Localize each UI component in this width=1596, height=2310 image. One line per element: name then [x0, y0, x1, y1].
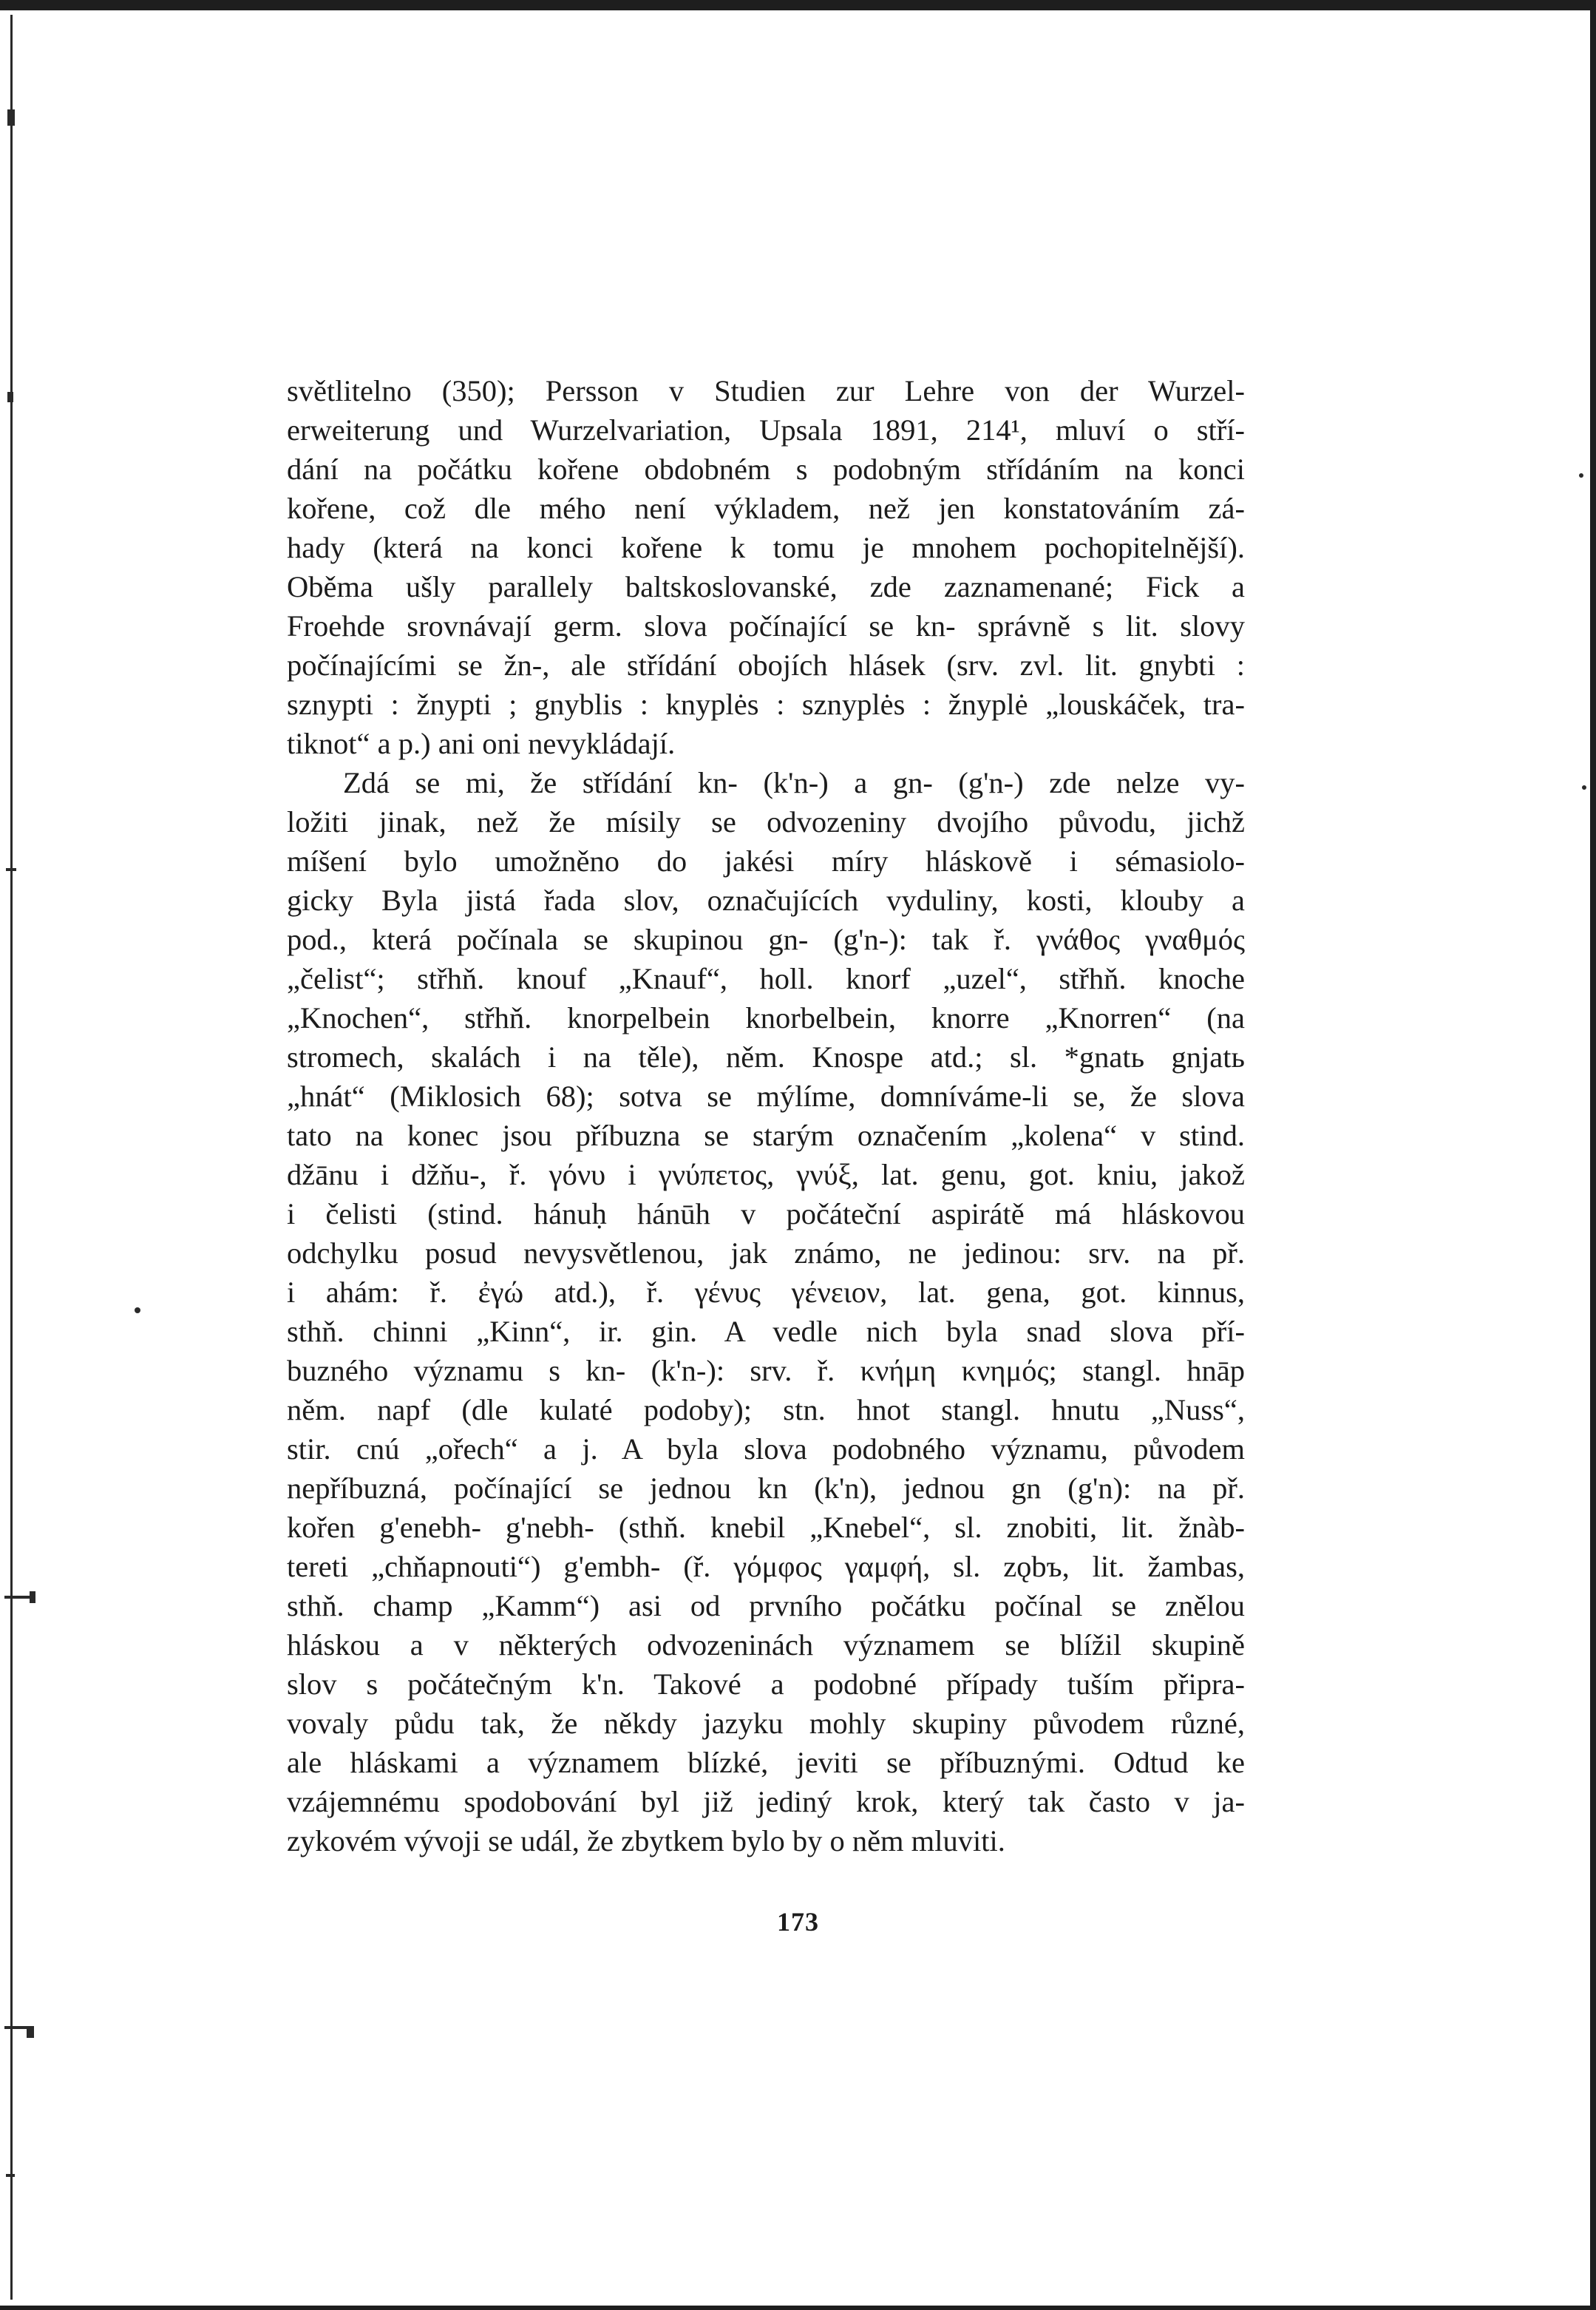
scan-artifact-mark — [27, 2026, 34, 2038]
scan-artifact-mark — [6, 2174, 15, 2177]
text-line: odchylku posud nevysvětlenou, jak známo, ne jedinou: srv. na př. — [287, 1236, 1245, 1270]
text-line: míšení bylo umožněno do jakési míry hláskově i sémasiolo- — [287, 844, 1245, 878]
paragraph — [287, 763, 1245, 1860]
text-line: ale hláskami a významem blízké, jeviti se příbuznými. Odtud ke — [287, 1746, 1245, 1779]
text-line: „Knochen“, střhň. knorpelbein knorbelbein, knorre „Knorren“ (na — [287, 1001, 1245, 1034]
text-line: vovaly půdu tak, že někdy jazyku mohly skupiny původem různé, — [287, 1707, 1245, 1740]
scan-artifact-mark — [7, 109, 15, 126]
text-line: něm. napf (dle kulaté podoby); stn. hnot stangl. hnutu „Nuss“, — [287, 1393, 1245, 1426]
text-line: tiknot“ a p.) ani oni nevykládají. — [287, 727, 676, 760]
scan-artifact-mark — [30, 1591, 35, 1603]
text-line: stromech, skalách i na těle), něm. Knospe atd.; sl. *gnatь gnjatь — [287, 1040, 1245, 1074]
scan-dust-dot — [1582, 785, 1586, 790]
text-line: tereti „chňapnouti“) g'embh- (ř. γόμφος γαμφή, sl. zǫbъ, lit. žambas, — [287, 1550, 1245, 1583]
text-line: kořen g'enebh- g'nebh- (sthň. knebil „Knebel“, sl. znobiti, lit. žnàb- — [287, 1511, 1245, 1544]
text-line: sthň. champ „Kamm“) asi od prvního počátku počínal se znělou — [287, 1589, 1245, 1622]
text-line: buzného významu s kn- (k'n-): srv. ř. κνήμη κνημός; stangl. hnāp — [287, 1354, 1245, 1387]
text-line: sznypti : žnypti ; gnyblis : knyplės : sznyplės : žnyplė „louskáček, tra- — [287, 688, 1245, 721]
text-line: Oběma ušly parallely baltskoslovanské, zde zaznamenané; Fick a — [287, 570, 1245, 603]
scan-artifact-mark — [6, 868, 16, 871]
scan-border-top — [0, 0, 1596, 10]
text-line: „čelist“; střhň. knouf „Knauf“, holl. knorf „uzel“, střhň. knoche — [287, 962, 1245, 995]
text-line: gicky Byla jistá řada slov, označujících vyduliny, kosti, klouby a — [287, 884, 1245, 917]
text-line: erweiterung und Wurzelvariation, Upsala 1891, 214¹, mluví o stří- — [287, 413, 1245, 447]
text-line: vzájemnému spodobování byl již jediný krok, který tak často v ja- — [287, 1785, 1245, 1818]
scan-dust-dot — [1579, 473, 1583, 478]
page-number: 173 — [777, 1907, 819, 1937]
body-text — [287, 371, 1245, 1860]
text-line: nepříbuzná, počínající se jednou kn (k'n), jednou gn (g'n): na př. — [287, 1471, 1245, 1505]
scan-border-right — [1590, 0, 1596, 2310]
text-line: i čelisti (stind. hánuḥ hánūh v počáteční aspirátě má hláskovou — [287, 1197, 1245, 1230]
text-line: počínajícími se žn-, ale střídání obojích hlásek (srv. zvl. lit. gnybti : — [287, 648, 1245, 682]
text-line: i ahám: ř. ἐγώ atd.), ř. γένυς γένειον, lat. gena, got. kinnus, — [287, 1276, 1245, 1309]
text-line: pod., která počínala se skupinou gn- (g'n-): tak ř. γνάθος γναθμός — [287, 923, 1245, 956]
text-line: hláskou a v některých odvozeninách významem se blížil skupině — [287, 1628, 1245, 1662]
text-line: dání na počátku kořene obdobném s podobným střídáním na konci — [287, 453, 1245, 486]
paragraph — [287, 371, 1245, 763]
text-line: sthň. chinni „Kinn“, ir. gin. A vedle nich byla snad slova pří- — [287, 1315, 1245, 1348]
text-line: světlitelno (350); Persson v Studien zur Lehre von der Wurzel- — [287, 374, 1245, 407]
text-line: ložiti jinak, než že mísily se odvozeniny dvojího původu, jichž — [287, 805, 1245, 839]
text-line: Zdá se mi, že střídání kn- (k'n-) a gn- (g'n-) zde nelze vy- — [343, 766, 1245, 799]
scan-dust-dot — [135, 1307, 140, 1313]
text-line: stir. cnú „ořech“ a j. A byla slova podobného významu, původem — [287, 1432, 1245, 1466]
text-line: džānu i džňu-, ř. γόνυ i γνύπετος, γνύξ, lat. genu, got. kniu, jakož — [287, 1158, 1245, 1191]
text-line: zykovém vývoji se udál, že zbytkem bylo by o něm mluviti. — [287, 1824, 1005, 1857]
text-line: „hnát“ (Miklosich 68); sotva se mýlíme, domníváme-li se, že slova — [287, 1080, 1245, 1113]
scan-border-bottom — [0, 2306, 1596, 2310]
text-line: Froehde srovnávají germ. slova počínající se kn- správně s lit. slovy — [287, 609, 1245, 643]
text-line: tato na konec jsou příbuzna se starým označením „kolena“ v stind. — [287, 1119, 1245, 1152]
scan-gutter-line — [10, 15, 13, 2300]
text-line: slov s počátečným k'n. Takové a podobné případy tuším připra- — [287, 1667, 1245, 1701]
text-line: kořene, což dle mého není výkladem, než jen konstatováním zá- — [287, 492, 1245, 525]
scan-artifact-mark — [7, 392, 13, 402]
text-line: hady (která na konci kořene k tomu je mnohem pochopitelnější). — [287, 531, 1245, 564]
scan-artifact-mark — [4, 2026, 30, 2029]
scan-artifact-mark — [4, 1596, 31, 1599]
